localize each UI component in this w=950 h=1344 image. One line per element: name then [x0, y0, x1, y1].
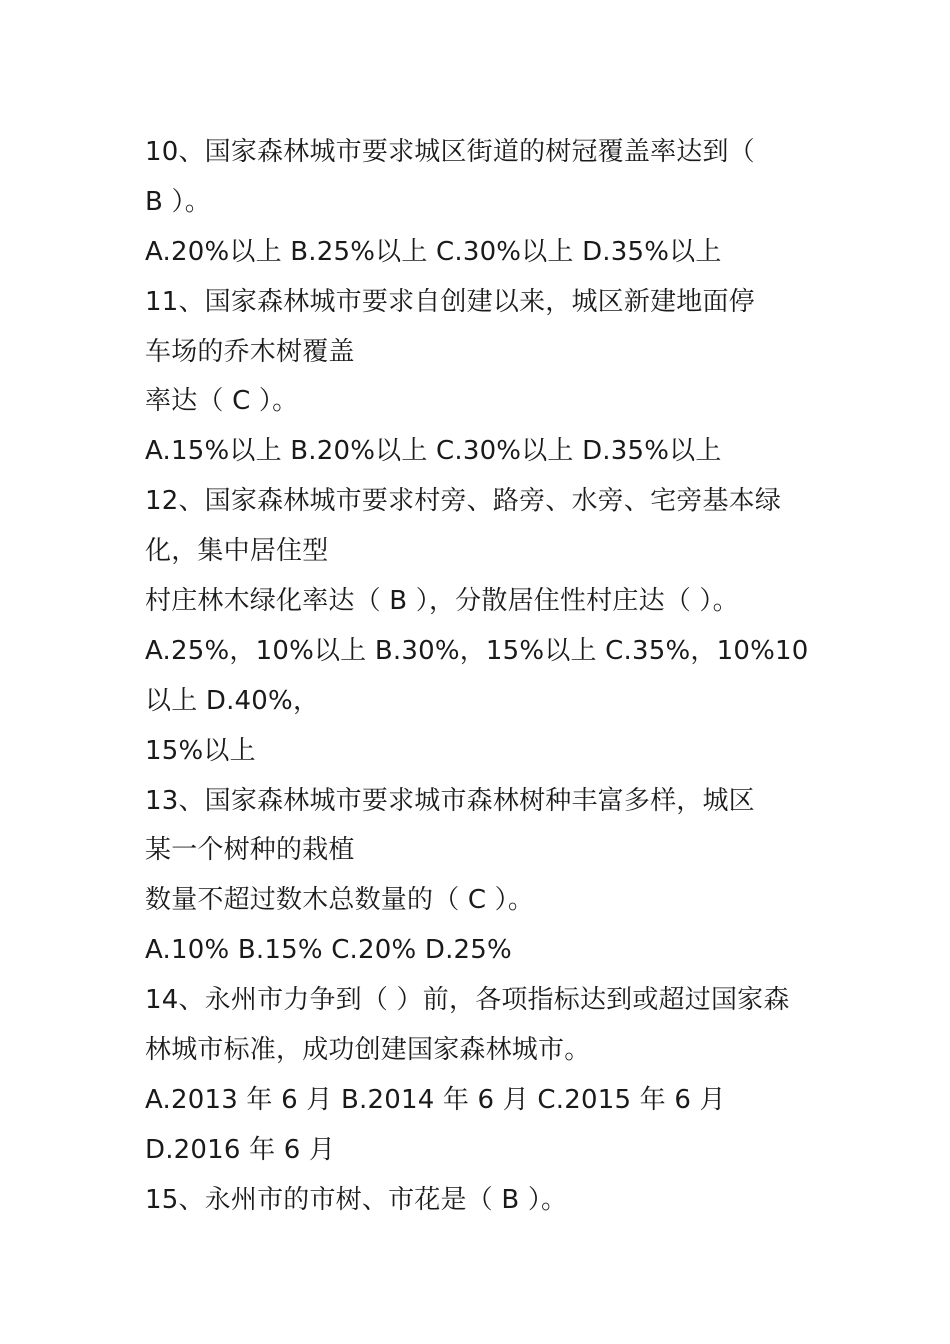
question-12-options-line-2: 以上 D.40%， — [145, 685, 320, 716]
question-11-options: A.15%以上 B.20%以上 C.30%以上 D.35%以上 — [145, 436, 722, 467]
question-13-line-1: 13、国家森林城市要求城市森林树种丰富多样，城区 — [145, 785, 755, 816]
question-11-line-3: 率达（ C ）。 — [145, 386, 299, 417]
question-11-line-2: 车场的乔木树覆盖 — [145, 336, 355, 367]
question-10-line-1: 10、国家森林城市要求城区街道的树冠覆盖率达到（ — [145, 137, 755, 167]
question-10-line-2: B ）。 — [145, 186, 211, 217]
question-14-options-line-1: A.2013 年 6 月 B.2014 年 6 月 C.2015 年 6 月 — [145, 1084, 726, 1115]
question-14-line-2: 林城市标准，成功创建国家森林城市。 — [145, 1035, 591, 1066]
question-12-options-line-3: 15%以上 — [145, 735, 256, 766]
question-12-options-line-1: A.25%，10%以上 B.30%，15%以上 C.35%，10%10 — [145, 635, 809, 666]
question-13-line-2: 某一个树种的栽植 — [145, 835, 355, 866]
question-13-line-3: 数量不超过数木总数量的（ C ）。 — [145, 885, 535, 916]
question-12-line-1: 12、国家森林城市要求村旁、路旁、水旁、宅旁基本绿 — [145, 486, 782, 517]
question-14-line-1: 14、永州市力争到（ ）前，各项指标达到或超过国家森 — [145, 985, 790, 1016]
question-15-line-1: 15、永州市的市树、市花是（ B ）。 — [145, 1184, 568, 1215]
question-10-options: A.20%以上 B.25%以上 C.30%以上 D.35%以上 — [145, 236, 722, 267]
question-12-line-3: 村庄林木绿化率达（ B ），分散居住性村庄达（ ）。 — [145, 586, 739, 617]
question-12-line-2: 化，集中居住型 — [145, 536, 329, 567]
question-13-options: A.10% B.15% C.20% D.25% — [145, 935, 512, 966]
document-body — [145, 128, 815, 1226]
question-11-line-1: 11、国家森林城市要求自创建以来，城区新建地面停 — [145, 286, 755, 317]
question-14-options-line-2: D.2016 年 6 月 — [145, 1134, 336, 1165]
